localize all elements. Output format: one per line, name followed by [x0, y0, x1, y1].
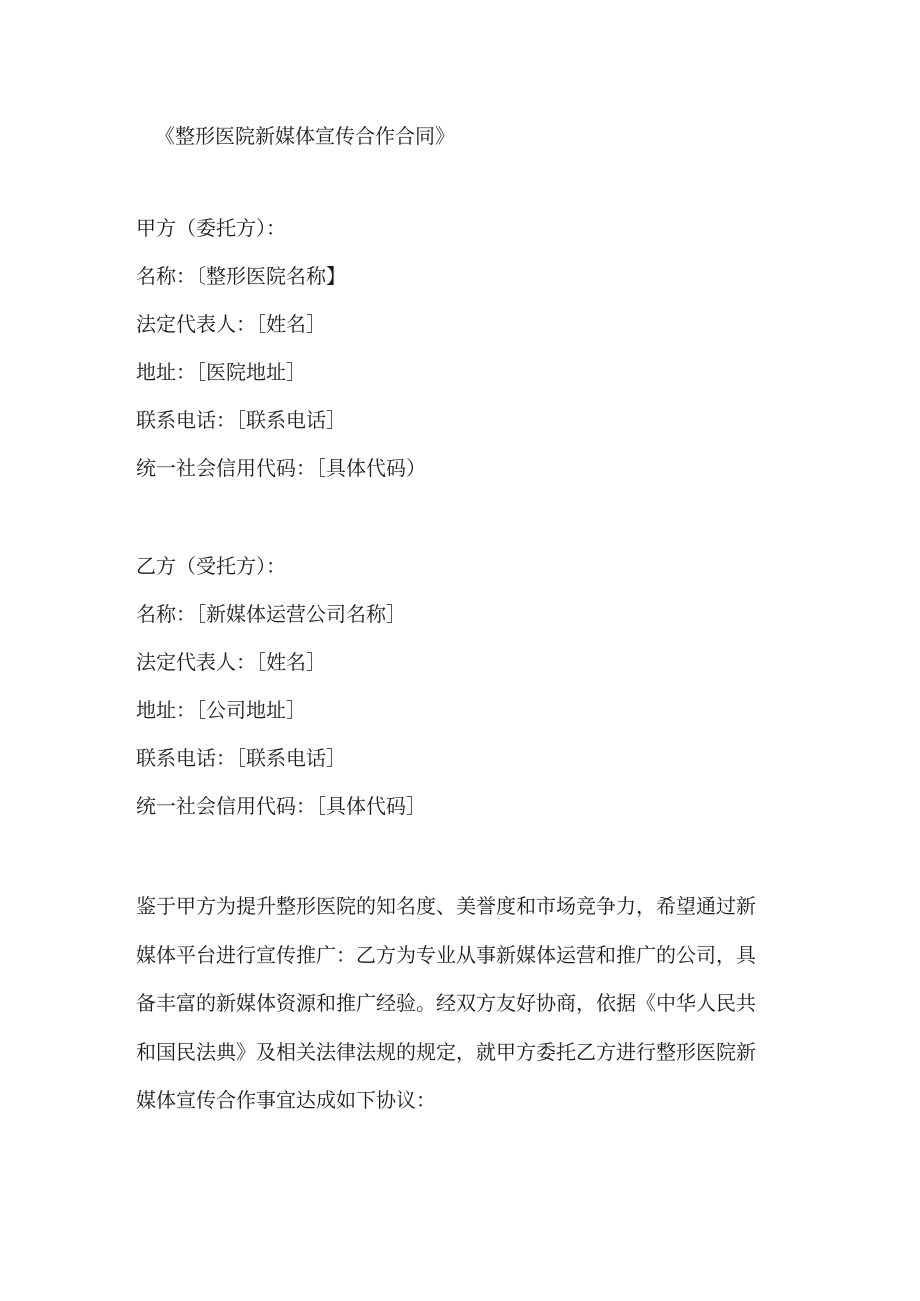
- party-a-credit-code: 统一社会信用代码：［具体代码）: [136, 456, 426, 480]
- party-b-phone: 联系电话：［联系电话］: [136, 746, 346, 770]
- party-a-legal-rep: 法定代表人：［姓名］: [136, 312, 326, 336]
- preamble-line: 媒体宣传合作事宜达成如下协议：: [136, 1088, 436, 1113]
- preamble-line: 媒体平台进行宣传推广：乙方为专业从事新媒体运营和推广的公司，具: [136, 942, 756, 967]
- party-a-name: 名称：〔整形医院名称】: [136, 264, 346, 288]
- preamble-line: 备丰富的新媒体资源和推广经验。经双方友好协商，依据《中华人民共: [136, 991, 756, 1016]
- preamble-line: 鉴于甲方为提升整形医院的知名度、美誉度和市场竞争力，希望通过新: [136, 894, 756, 918]
- party-b-credit-code: 统一社会信用代码：［具体代码］: [136, 794, 426, 818]
- document-title: 《整形医院新媒体宣传合作合同》: [155, 124, 455, 148]
- party-a-heading: 甲方（委托方）：: [136, 216, 286, 240]
- party-b-name: 名称：［新媒体运营公司名称］: [136, 602, 406, 626]
- party-a-address: 地址：［医院地址］: [136, 360, 306, 384]
- party-a-phone: 联系电话：［联系电话］: [136, 408, 346, 432]
- party-b-legal-rep: 法定代表人：［姓名］: [136, 650, 326, 674]
- preamble-line: 和国民法典》及相关法律法规的规定，就甲方委托乙方进行整形医院新: [136, 1039, 756, 1064]
- preamble-paragraph: [136, 882, 764, 1125]
- party-b-address: 地址：［公司地址］: [136, 698, 306, 722]
- party-b-heading: 乙方（受托方）：: [136, 554, 286, 578]
